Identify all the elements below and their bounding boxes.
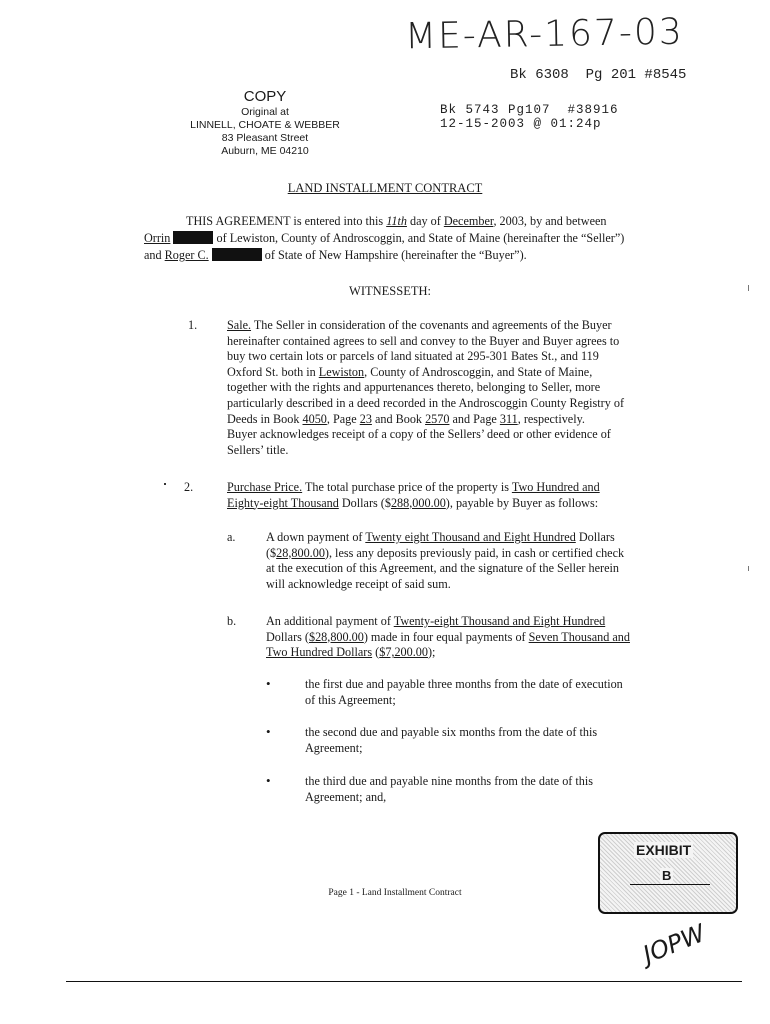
redaction-bar (173, 231, 213, 244)
recording-stamp-book-page: Bk 6308 Pg 201 #8545 (510, 67, 687, 83)
deed-book-2: 2570 (425, 411, 450, 426)
firm-street: 83 Pleasant Street (221, 132, 309, 144)
handwritten-reference: ME-AR-167-03 (404, 11, 685, 58)
bullet-item-1: the first due and payable three months from the date of execution of this Agreement; (305, 677, 623, 707)
exhibit-letter: B (662, 868, 672, 883)
bullet-icon: • (266, 676, 271, 691)
installment-words-2: Two Hundred Dollars (266, 645, 373, 660)
section-2-purchase-price: Purchase Price. The total purchase price of the property is Two Hundred and Eighty-eight Thousand Dollars ($288,000.00), payable by Buyer as follows: (227, 480, 600, 510)
bullet-item-3: the third due and payable nine months from the date of this Agreement; and, (305, 774, 594, 804)
additional-payment-words: Twenty-eight Thousand and Eight Hundred (393, 614, 606, 628)
margin-speck (748, 566, 749, 571)
down-payment-number: 28,800.00 (276, 545, 325, 560)
section-1-heading: Sale. (227, 318, 252, 332)
agreement-day: 11th (386, 214, 407, 228)
margin-speck (164, 483, 166, 485)
section-1-number: 1. (188, 318, 198, 332)
additional-payment-number: $28,800.00 (308, 629, 364, 644)
buyer-name: Roger C. (164, 248, 209, 262)
handwritten-initials: JOPW (639, 918, 710, 970)
deed-book-1: 4050 (302, 411, 327, 426)
redaction-bar (212, 248, 262, 261)
item-b-additional-payment: An additional payment of Twenty-eight Thousand and Eight Hundred Dollars ($28,800.00) made in four equal payments of Seven Thousand and Two Hundred Dollars ($7,200.00); (266, 614, 630, 660)
price-words-1: Two Hundred and (511, 480, 600, 494)
price-words-2: Eighty-eight Thousand (227, 495, 339, 510)
item-b-letter: b. (227, 614, 237, 628)
intro-paragraph: THIS AGREEMENT is entered into this 11th day of December, 2003, by and between Orrin of Lewiston, County of Androscoggin, and State of Maine (hereinafter the “Seller”) and Roger C. of State of New Hampshire (hereinafter the “Buyer”). (144, 214, 625, 262)
deed-page-2: 311 (499, 411, 518, 426)
seller-name: Orrin (144, 231, 171, 245)
witnesseth-heading: WITNESSETH: (349, 284, 431, 298)
exhibit-letter-line (630, 884, 710, 885)
property-city: Lewiston (318, 364, 365, 379)
installment-number: $7,200.00 (379, 645, 428, 660)
bullet-icon: • (266, 724, 271, 739)
recording-stamp-line-1: Bk 5743 Pg107 #38916 (440, 103, 619, 117)
recording-stamp-line-2: 12-15-2003 @ 01:24p (440, 117, 602, 131)
item-a-letter: a. (227, 530, 236, 544)
price-number: 288,000.00 (390, 495, 446, 510)
margin-speck (748, 285, 749, 291)
firm-city: Auburn, ME 04210 (221, 145, 309, 157)
section-2-number: 2. (184, 480, 194, 494)
copy-block (160, 88, 370, 158)
installment-words-1: Seven Thousand and (528, 629, 630, 644)
agreement-month: December (443, 214, 494, 228)
section-1-sale: Sale. The Seller in consideration of the covenants and agreements of the Buyer hereinafter contained agrees to sell and convey to the Buyer and Buyer agrees to buy two certain lots or parcels of land situated at 295-301 Bates St., and 119 Oxford St. both in Lewiston, County of Androscoggin, and State of Maine, together with the rights and appurtenances thereto, belonging to Seller, more particularly described in a deed recorded in the Androscoggin County Registry of Deeds in Book 4050, Page 23 and Book 2570 and Page 311, respectively. Buyer acknowledges receipt of a copy of the Sellers’ deed or other evidence of Sellers’ title. (227, 318, 624, 457)
original-at: Original at (241, 106, 289, 118)
law-firm-name: LINNELL, CHOATE & WEBBER (190, 119, 340, 131)
bullet-icon: • (266, 773, 271, 788)
down-payment-words: Twenty eight Thousand and Eight Hundred (365, 530, 576, 544)
section-2-heading: Purchase Price. (227, 480, 303, 494)
bottom-rule (66, 981, 742, 982)
copy-heading: COPY (243, 88, 287, 105)
exhibit-label: EXHIBIT (636, 842, 692, 858)
bullet-item-2: the second due and payable six months from the date of this Agreement; (305, 725, 598, 755)
deed-page-1: 23 (359, 411, 372, 426)
item-a-down-payment: A down payment of Twenty eight Thousand and Eight Hundred Dollars ($28,800.00), less any deposits previously paid, in cash or certified check at the execution of this Agreement, and the signature of the Seller herein will acknowledge receipt of said sum. (266, 530, 625, 591)
exhibit-sticker (598, 832, 738, 914)
page-footer: Page 1 - Land Installment Contract (328, 888, 462, 898)
document-title: LAND INSTALLMENT CONTRACT (287, 181, 483, 195)
